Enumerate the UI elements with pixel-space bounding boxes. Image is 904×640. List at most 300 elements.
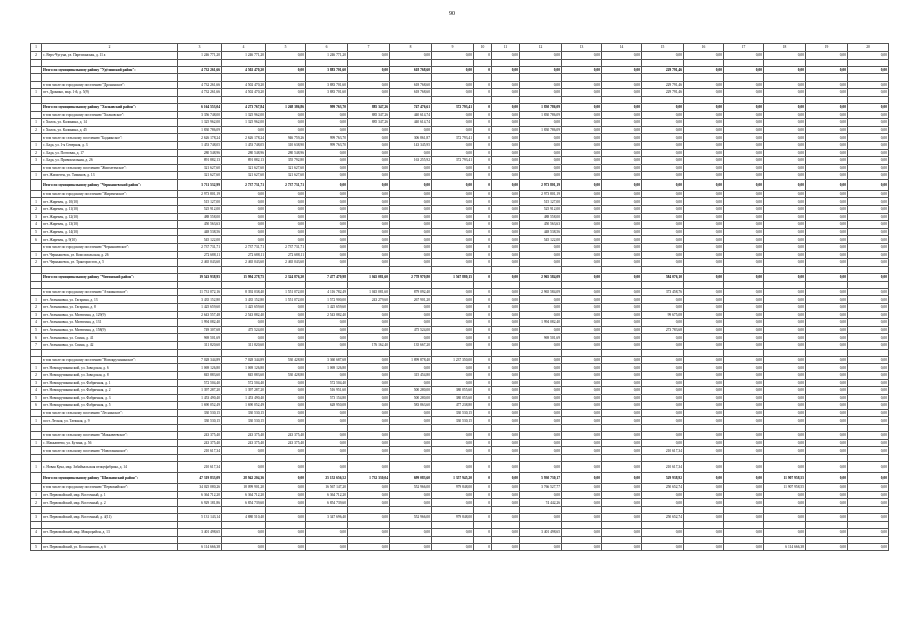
amount-cell: 0,00 xyxy=(764,134,806,142)
amount-cell: 0,00 xyxy=(222,319,266,327)
amount-cell: 0 xyxy=(474,221,492,229)
amount-cell: 0,00 xyxy=(764,356,806,364)
amount-cell: 0,00 xyxy=(492,288,520,296)
empty-cell xyxy=(684,536,724,543)
row-number: 1 xyxy=(31,198,42,206)
amount-cell: 0,00 xyxy=(724,103,764,111)
amount-cell: 0,00 xyxy=(602,402,642,410)
amount-cell: 0,00 xyxy=(492,356,520,364)
row-number: 5 xyxy=(31,326,42,334)
amount-cell: 0,00 xyxy=(684,164,724,172)
empty-cell xyxy=(520,59,562,66)
amount-cell: 999 763,70 xyxy=(306,134,348,142)
amount-cell: 0,00 xyxy=(432,543,474,551)
empty-cell xyxy=(806,507,848,514)
amount-cell: 0,00 xyxy=(266,491,306,499)
amount-cell: 0,00 xyxy=(520,164,562,172)
amount-cell: 0,00 xyxy=(390,528,432,536)
empty-cell xyxy=(432,59,474,66)
empty-cell xyxy=(642,74,684,81)
amount-cell: 583 863,60 xyxy=(390,402,432,410)
amount-cell: 0,00 xyxy=(684,402,724,410)
amount-cell: 0,00 xyxy=(266,528,306,536)
empty-cell xyxy=(806,349,848,356)
amount-cell: 0,00 xyxy=(806,528,848,536)
amount-cell: 0 xyxy=(474,514,492,522)
empty-cell xyxy=(724,425,764,432)
amount-cell: 0,00 xyxy=(642,341,684,349)
amount-cell: 0,00 xyxy=(492,514,520,522)
amount-cell: 0,00 xyxy=(222,198,266,206)
amount-cell: 163 255,92 xyxy=(390,157,432,165)
amount-cell: 0,00 xyxy=(806,417,848,425)
row-number: 1 xyxy=(31,251,42,259)
empty-cell xyxy=(520,74,562,81)
amount-cell: 0,00 xyxy=(492,52,520,60)
amount-cell: 0,00 xyxy=(520,134,562,142)
amount-cell: 1 453 748,05 xyxy=(178,141,222,149)
empty-cell xyxy=(520,281,562,288)
row-number: 3 xyxy=(31,514,42,522)
amount-cell: 0,00 xyxy=(642,371,684,379)
empty-cell xyxy=(642,521,684,528)
amount-cell: 0,00 xyxy=(642,244,684,252)
amount-cell: 330 530,15 xyxy=(432,409,474,417)
empty-cell xyxy=(492,536,520,543)
amount-cell: 0,00 xyxy=(492,334,520,342)
amount-cell: 16 567 147,20 xyxy=(306,484,348,492)
amount-cell: 0,00 xyxy=(684,334,724,342)
amount-cell: 0,00 xyxy=(764,52,806,60)
amount-cell: 0,00 xyxy=(348,66,390,74)
amount-cell: 1 045 081,60 xyxy=(348,288,390,296)
empty-cell xyxy=(848,96,889,103)
amount-cell: 885 347,26 xyxy=(348,103,390,111)
amount-cell: 618 768,60 xyxy=(390,66,432,74)
spacer-row xyxy=(31,349,889,356)
amount-cell: 321 627,60 xyxy=(178,172,222,180)
amount-cell: 3 883 701,60 xyxy=(306,89,348,97)
amount-cell: 0 xyxy=(474,334,492,342)
settlement-subtotal-row xyxy=(31,81,889,89)
row-number: 1 xyxy=(31,89,42,97)
address-cell: в том числе по сельскому поселению "Маккавеевское": xyxy=(42,432,178,440)
empty-cell xyxy=(42,521,178,528)
amount-cell: 0,00 xyxy=(764,379,806,387)
row-number: 4 xyxy=(31,221,42,229)
amount-cell: 0,00 xyxy=(348,190,390,198)
empty-cell xyxy=(562,96,602,103)
amount-cell: 0,00 xyxy=(642,149,684,157)
spacer-row xyxy=(31,281,889,288)
amount-cell: 0,00 xyxy=(562,119,602,127)
amount-cell: 0,00 xyxy=(492,119,520,127)
column-number: 14 xyxy=(602,44,642,52)
empty-cell xyxy=(474,349,492,356)
address-cell: в том числе по городскому поселению "Чернышевское": xyxy=(42,244,178,252)
amount-cell: 0,00 xyxy=(764,103,806,111)
amount-cell: 450 563,63 xyxy=(520,221,562,229)
empty-cell xyxy=(848,349,889,356)
row-number: 3 xyxy=(31,311,42,319)
amount-cell: 0 xyxy=(474,190,492,198)
amount-cell: 0,00 xyxy=(520,296,562,304)
amount-cell: 515 127,00 xyxy=(178,198,222,206)
amount-cell: 891 882,13 xyxy=(222,157,266,165)
amount-cell: 0,00 xyxy=(348,514,390,522)
row-number: 1 xyxy=(31,364,42,372)
settlement-subtotal-row xyxy=(31,111,889,119)
amount-cell: 5 711 532,99 xyxy=(178,179,222,190)
amount-cell: 0,00 xyxy=(348,417,390,425)
amount-cell: 6 164 553,04 xyxy=(178,103,222,111)
amount-cell: 0,00 xyxy=(642,259,684,267)
amount-cell: 0,00 xyxy=(492,103,520,111)
amount-cell: 0,00 xyxy=(432,213,474,221)
row-number: 1 xyxy=(31,439,42,447)
amount-cell: 0,00 xyxy=(348,379,390,387)
empty-cell xyxy=(390,455,432,462)
building-row xyxy=(31,364,889,372)
amount-cell: 0,00 xyxy=(562,103,602,111)
empty-cell xyxy=(474,455,492,462)
empty-cell xyxy=(724,349,764,356)
row-number xyxy=(31,81,42,89)
amount-cell: 0 xyxy=(474,311,492,319)
amount-cell: 0,00 xyxy=(684,447,724,455)
amount-cell: 0,00 xyxy=(492,371,520,379)
amount-cell: 0 xyxy=(474,473,492,484)
amount-cell: 0,00 xyxy=(848,364,889,372)
amount-cell: 0,00 xyxy=(764,514,806,522)
amount-cell: 0,00 xyxy=(432,326,474,334)
amount-cell: 0,00 xyxy=(602,387,642,395)
empty-cell xyxy=(31,74,42,81)
amount-cell: 885 347,26 xyxy=(348,111,390,119)
amount-cell: 28 942 204,36 xyxy=(222,473,266,484)
district-total-row xyxy=(31,473,889,484)
amount-cell: 0,00 xyxy=(848,164,889,172)
amount-cell: 0,00 xyxy=(562,409,602,417)
amount-cell: 0,00 xyxy=(390,236,432,244)
amount-cell: 0,00 xyxy=(806,491,848,499)
amount-cell: 0,00 xyxy=(432,334,474,342)
amount-cell: 0,00 xyxy=(806,288,848,296)
amount-cell: 1 830 786,09 xyxy=(520,103,562,111)
amount-cell: 0,00 xyxy=(724,364,764,372)
amount-cell: 15 994 278,75 xyxy=(222,274,266,282)
address-cell: в том числе по городскому поселению "Дронинское": xyxy=(42,81,178,89)
empty-cell xyxy=(520,536,562,543)
amount-cell: 0,00 xyxy=(764,119,806,127)
amount-cell: 0,00 xyxy=(432,528,474,536)
row-number xyxy=(31,66,42,74)
spacer-row xyxy=(31,455,889,462)
amount-cell: 0,00 xyxy=(348,439,390,447)
amount-cell: 0,00 xyxy=(390,190,432,198)
empty-cell xyxy=(602,455,642,462)
empty-cell xyxy=(562,521,602,528)
amount-cell: 0,00 xyxy=(492,528,520,536)
empty-cell xyxy=(222,507,266,514)
empty-cell xyxy=(520,96,562,103)
amount-cell: 0 xyxy=(474,303,492,311)
empty-cell xyxy=(222,349,266,356)
amount-cell: 18 099 901,20 xyxy=(222,484,266,492)
amount-cell: 0,00 xyxy=(562,473,602,484)
amount-cell: 1 237 350,00 xyxy=(432,356,474,364)
amount-cell: 845 883,60 xyxy=(222,371,266,379)
amount-cell: 0,00 xyxy=(602,103,642,111)
amount-cell: 488 558,00 xyxy=(178,213,222,221)
amount-cell: 0,00 xyxy=(348,484,390,492)
amount-cell: 0,00 xyxy=(266,484,306,492)
amount-cell: 0,00 xyxy=(724,341,764,349)
amount-cell: 0,00 xyxy=(684,371,724,379)
row-number xyxy=(31,244,42,252)
amount-cell: 0,00 xyxy=(684,326,724,334)
row-number: 3 xyxy=(31,379,42,387)
amount-cell: 0,00 xyxy=(520,89,562,97)
amount-cell: 0,00 xyxy=(684,364,724,372)
amount-cell: 0,00 xyxy=(642,387,684,395)
building-row xyxy=(31,213,889,221)
amount-cell: 267 901,20 xyxy=(390,296,432,304)
amount-cell: 0,00 xyxy=(266,543,306,551)
empty-cell xyxy=(266,521,306,528)
amount-cell: 0,00 xyxy=(724,447,764,455)
amount-cell: 0,00 xyxy=(602,409,642,417)
amount-cell: 0,00 xyxy=(520,387,562,395)
empty-cell xyxy=(222,455,266,462)
row-number: 5 xyxy=(31,543,42,551)
amount-cell: 0,00 xyxy=(348,228,390,236)
amount-cell: 0,00 xyxy=(764,326,806,334)
building-row xyxy=(31,326,889,334)
amount-cell: 0,00 xyxy=(492,447,520,455)
empty-cell xyxy=(266,74,306,81)
amount-cell: 0,00 xyxy=(724,402,764,410)
settlement-subtotal-row xyxy=(31,484,889,492)
building-row xyxy=(31,221,889,229)
amount-cell: 0,00 xyxy=(724,119,764,127)
amount-cell: 0,00 xyxy=(562,371,602,379)
building-row xyxy=(31,198,889,206)
amount-cell: 0,00 xyxy=(562,356,602,364)
amount-cell: 448 538,56 xyxy=(520,228,562,236)
amount-cell: 0,00 xyxy=(432,491,474,499)
building-row xyxy=(31,311,889,319)
amount-cell: 879 092,40 xyxy=(390,288,432,296)
column-number: 5 xyxy=(266,44,306,52)
amount-cell: 0,00 xyxy=(724,409,764,417)
amount-cell: 0,00 xyxy=(764,341,806,349)
amount-cell: 0,00 xyxy=(390,409,432,417)
amount-cell: 979 848,00 xyxy=(432,484,474,492)
amount-cell: 0,00 xyxy=(642,251,684,259)
empty-cell xyxy=(178,349,222,356)
settlement-subtotal-row xyxy=(31,164,889,172)
amount-cell: 0,00 xyxy=(764,157,806,165)
amount-cell: 0,00 xyxy=(806,259,848,267)
spacer-row xyxy=(31,507,889,514)
empty-cell xyxy=(492,281,520,288)
amount-cell: 0,00 xyxy=(848,198,889,206)
settlement-subtotal-row xyxy=(31,409,889,417)
amount-cell: 0,00 xyxy=(520,251,562,259)
amount-cell: 243 279,60 xyxy=(348,296,390,304)
amount-cell: 0,00 xyxy=(806,371,848,379)
amount-cell: 229 791,46 xyxy=(642,89,684,97)
amount-cell: 0,00 xyxy=(520,364,562,372)
empty-cell xyxy=(492,521,520,528)
amount-cell: 0,00 xyxy=(492,303,520,311)
amount-cell: 0,00 xyxy=(724,213,764,221)
amount-cell: 0,00 xyxy=(684,394,724,402)
amount-cell: 3 401 498,65 xyxy=(520,528,562,536)
row-number xyxy=(31,190,42,198)
amount-cell: 0,00 xyxy=(764,439,806,447)
amount-cell: 0,00 xyxy=(348,462,390,473)
amount-cell: 0,00 xyxy=(684,52,724,60)
amount-cell: 0,00 xyxy=(492,364,520,372)
empty-cell xyxy=(684,96,724,103)
empty-cell xyxy=(642,266,684,273)
amount-cell: 0,00 xyxy=(390,198,432,206)
amount-cell: 0,00 xyxy=(602,149,642,157)
amount-cell: 1 069 126,80 xyxy=(178,364,222,372)
amount-cell: 0,00 xyxy=(306,319,348,327)
amount-cell: 0,00 xyxy=(562,462,602,473)
empty-cell xyxy=(266,425,306,432)
address-cell: пгт. Дронино, мкр. 1-й, д. 5(9) xyxy=(42,89,178,97)
empty-cell xyxy=(474,74,492,81)
amount-cell: 0,00 xyxy=(390,311,432,319)
empty-cell xyxy=(764,281,806,288)
amount-cell: 0,00 xyxy=(724,528,764,536)
amount-cell: 0,00 xyxy=(848,81,889,89)
amount-cell: 0,00 xyxy=(492,198,520,206)
amount-cell: 1 453 490,40 xyxy=(222,394,266,402)
amount-cell: 572 504,40 xyxy=(178,379,222,387)
empty-cell xyxy=(806,266,848,273)
amount-cell: 0,00 xyxy=(266,364,306,372)
settlement-subtotal-row xyxy=(31,447,889,455)
amount-cell: 0,00 xyxy=(432,432,474,440)
amount-cell: 0,00 xyxy=(432,66,474,74)
amount-cell: 0 xyxy=(474,134,492,142)
amount-cell: 0,00 xyxy=(642,334,684,342)
amount-cell: 315 454,80 xyxy=(390,371,432,379)
amount-cell: 0,00 xyxy=(806,462,848,473)
amount-cell: 0,00 xyxy=(492,206,520,214)
amount-cell: 0,00 xyxy=(724,198,764,206)
amount-cell: 2 465 043,60 xyxy=(266,259,306,267)
amount-cell: 0,00 xyxy=(724,379,764,387)
amount-cell: 0,00 xyxy=(602,134,642,142)
empty-cell xyxy=(684,281,724,288)
amount-cell: 0,00 xyxy=(848,141,889,149)
amount-cell: 0,00 xyxy=(806,439,848,447)
amount-cell: 0,00 xyxy=(848,251,889,259)
empty-cell xyxy=(492,455,520,462)
amount-cell: 0,00 xyxy=(306,198,348,206)
empty-cell xyxy=(42,455,178,462)
settlement-subtotal-row xyxy=(31,356,889,364)
amount-cell: 0,00 xyxy=(806,296,848,304)
empty-cell xyxy=(432,507,474,514)
empty-cell xyxy=(31,425,42,432)
amount-cell: 0,00 xyxy=(266,206,306,214)
amount-cell: 0,00 xyxy=(520,52,562,60)
amount-cell: 0,00 xyxy=(806,119,848,127)
amount-cell: 2 737 731,71 xyxy=(266,179,306,190)
amount-cell: 0,00 xyxy=(806,103,848,111)
amount-cell: 0,00 xyxy=(684,244,724,252)
row-number: 6 xyxy=(31,334,42,342)
empty-cell xyxy=(602,521,642,528)
amount-cell: 0,00 xyxy=(306,528,348,536)
amount-cell: 0,00 xyxy=(432,179,474,190)
empty-cell xyxy=(348,349,390,356)
empty-cell xyxy=(806,455,848,462)
amount-cell: 74 442,26 xyxy=(520,499,562,507)
amount-cell: 2 973 801,19 xyxy=(520,190,562,198)
amount-cell: 0,00 xyxy=(724,134,764,142)
empty-cell xyxy=(602,266,642,273)
amount-cell: 0,00 xyxy=(684,198,724,206)
amount-cell: 0 xyxy=(474,417,492,425)
amount-cell: 2 543 882,40 xyxy=(222,311,266,319)
amount-cell: 0,00 xyxy=(222,334,266,342)
amount-cell: 99 675,08 xyxy=(642,311,684,319)
amount-cell: 0,00 xyxy=(642,206,684,214)
amount-cell: 0,00 xyxy=(520,311,562,319)
amount-cell: 0,00 xyxy=(222,447,266,455)
amount-cell: 0,00 xyxy=(764,89,806,97)
column-number: 12 xyxy=(520,44,562,52)
amount-cell: 0,00 xyxy=(306,149,348,157)
amount-cell: 747 476,61 xyxy=(390,103,432,111)
amount-cell: 2 737 731,71 xyxy=(222,244,266,252)
empty-cell xyxy=(602,507,642,514)
amount-cell: 0,00 xyxy=(306,190,348,198)
amount-cell: 380 055,60 xyxy=(432,387,474,395)
amount-cell: 0,00 xyxy=(432,164,474,172)
amount-cell: 0,00 xyxy=(642,296,684,304)
empty-cell xyxy=(31,96,42,103)
amount-cell: 0,00 xyxy=(266,311,306,319)
amount-cell: 0,00 xyxy=(562,326,602,334)
amount-cell: 0 xyxy=(474,81,492,89)
amount-cell: 0,00 xyxy=(348,52,390,60)
amount-cell: 0,00 xyxy=(724,371,764,379)
amount-cell: 0,00 xyxy=(684,409,724,417)
empty-cell xyxy=(222,59,266,66)
building-row xyxy=(31,157,889,165)
building-row xyxy=(31,402,889,410)
column-number: 11 xyxy=(492,44,520,52)
amount-cell: 380 055,60 xyxy=(432,394,474,402)
amount-cell: 0 xyxy=(474,126,492,134)
amount-cell: 0,00 xyxy=(432,319,474,327)
address-cell: с. Бада, ул. Почтовая, д. 17 xyxy=(42,149,178,157)
amount-cell: 0,00 xyxy=(724,157,764,165)
amount-cell: 3 435 152,80 xyxy=(222,296,266,304)
amount-cell: 0,00 xyxy=(848,103,889,111)
amount-cell: 0 xyxy=(474,402,492,410)
amount-cell: 0,00 xyxy=(390,543,432,551)
